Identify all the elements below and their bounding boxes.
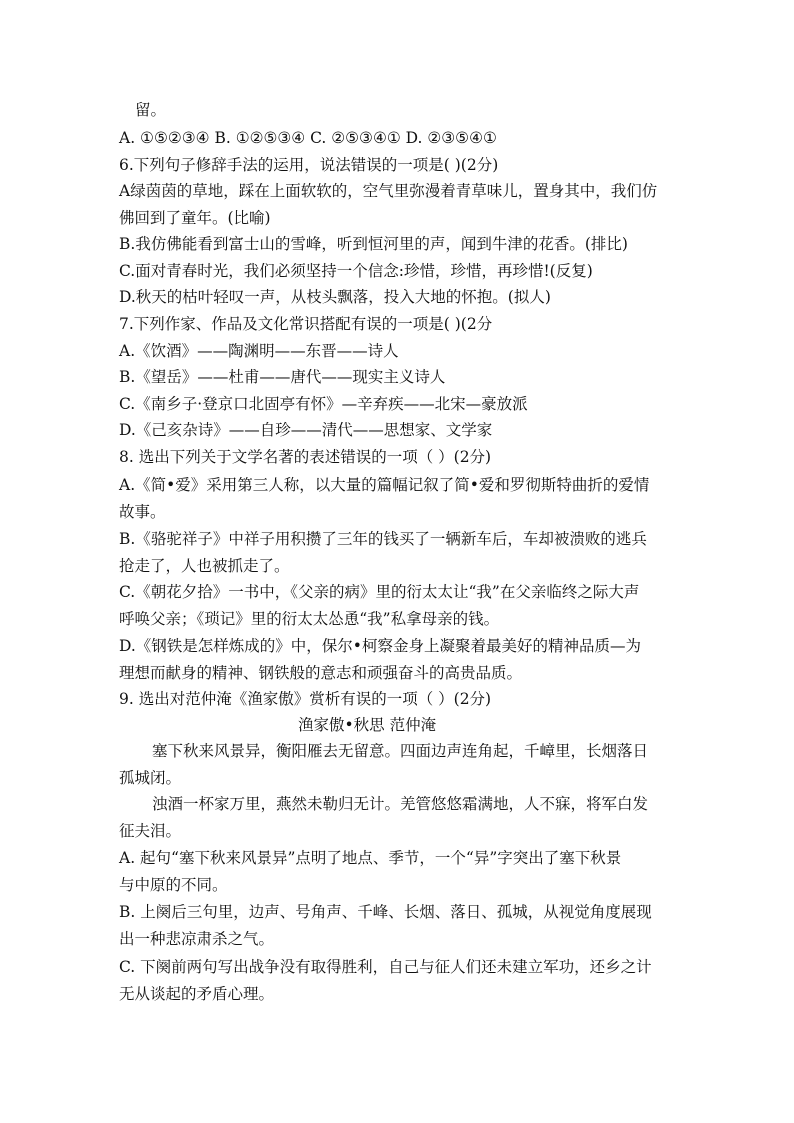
text-line: 留。: [135, 101, 167, 119]
question-5-options: A. ①⑤②③④ B. ①②⑤③④ C. ②⑤③④① D. ②③⑤④①: [119, 129, 497, 147]
question-6-option-d: D.秋天的枯叶轻叹一声，从枝头飘落，投入大地的怀抱。(拟人): [119, 288, 551, 306]
text-line: 与中原的不同。: [119, 876, 228, 894]
text-line: 抢走了，人也被抓走了。: [119, 557, 290, 575]
question-6-stem: 6.下列句子修辞手法的运用，说法错误的一项是( )(2分): [119, 156, 499, 174]
text-line: 出一种悲凉肃杀之气。: [119, 930, 275, 948]
question-6-option-a: A绿茵茵的草地，踩在上面软软的，空气里弥漫着青草味儿，置身其中，我们仿: [119, 182, 658, 200]
question-8-stem: 8. 选出下列关于文学名著的表述错误的一项（ ）(2分): [119, 448, 492, 466]
question-9-stem: 9. 选出对范仲淹《渔家傲》赏析有误的一项（ ）(2分): [119, 690, 492, 708]
poem-line: 征夫泪。: [119, 822, 182, 840]
question-8-option-a: A.《简•爱》采用第三人称，以大量的篇幅记叙了简•爱和罗彻斯特曲折的爱情: [119, 476, 650, 494]
question-7-option-a: A.《饮酒》——陶渊明——东晋——诗人: [119, 342, 399, 360]
question-8-option-b: B.《骆驼祥子》中祥子用积攒了三年的钱买了一辆新车后，车却被溃败的逃兵: [119, 530, 647, 548]
question-8-option-d: D.《钢铁是怎样炼成的》中，保尔•柯察金身上凝聚着最美好的精神品质—为: [119, 637, 641, 655]
text-line: 呼唤父亲；《琐记》里的衍太太怂恿“我”私拿母亲的钱。: [119, 610, 500, 628]
poem-line: 塞下秋来风景异，衡阳雁去无留意。四面边声连角起，千嶂里，长烟落日: [152, 742, 649, 760]
poem-title: 渔家傲•秋思 范仲淹: [298, 716, 437, 734]
text-line: 无从谈起的矛盾心理。: [119, 985, 275, 1003]
text-line: 佛回到了童年。(比喻): [119, 209, 271, 227]
question-7-option-d: D.《己亥杂诗》——自珍——清代——思想家、文学家: [119, 421, 493, 439]
text-line: 理想而献身的精神、钢铁般的意志和顽强奋斗的高贵品质。: [119, 664, 523, 682]
question-7-option-b: B.《望岳》——杜甫——唐代——现实主义诗人: [119, 368, 446, 386]
question-7-option-c: C.《南乡子·登京口北固亭有怀》—辛弃疾——北宋—豪放派: [119, 395, 528, 413]
poem-line: 浊酒一杯家万里，燕然未勒归无计。羌管悠悠霜满地，人不寐，将军白发: [152, 795, 649, 813]
question-6-option-b: B.我仿佛能看到富士山的雪峰，听到恒河里的声，闻到牛津的花香。(排比): [119, 235, 628, 253]
poem-line: 孤城闭。: [119, 769, 182, 787]
question-7-stem: 7.下列作家、作品及文化常识搭配有误的一项是( )(2分: [119, 315, 493, 333]
question-9-option-b: B. 上阕后三句里，边声、号角声、千峰、长烟、落日、孤城，从视觉角度展现: [119, 903, 652, 921]
question-8-option-c: C.《朝花夕拾》一书中，《父亲的病》里的衍太太让“我”在父亲临终之际大声: [119, 583, 640, 601]
question-9-option-a: A. 起句“塞下秋来风景异”点明了地点、季节，一个“异”字突出了塞下秋景: [119, 849, 622, 867]
question-6-option-c: C.面对青春时光，我们必须坚持一个信念:珍惜，珍惜，再珍惜!(反复): [119, 262, 593, 280]
text-line: 故事。: [119, 503, 166, 521]
question-9-option-c: C. 下阕前两句写出战争没有取得胜利，自己与征人们还未建立军功，还乡之计: [119, 958, 652, 976]
